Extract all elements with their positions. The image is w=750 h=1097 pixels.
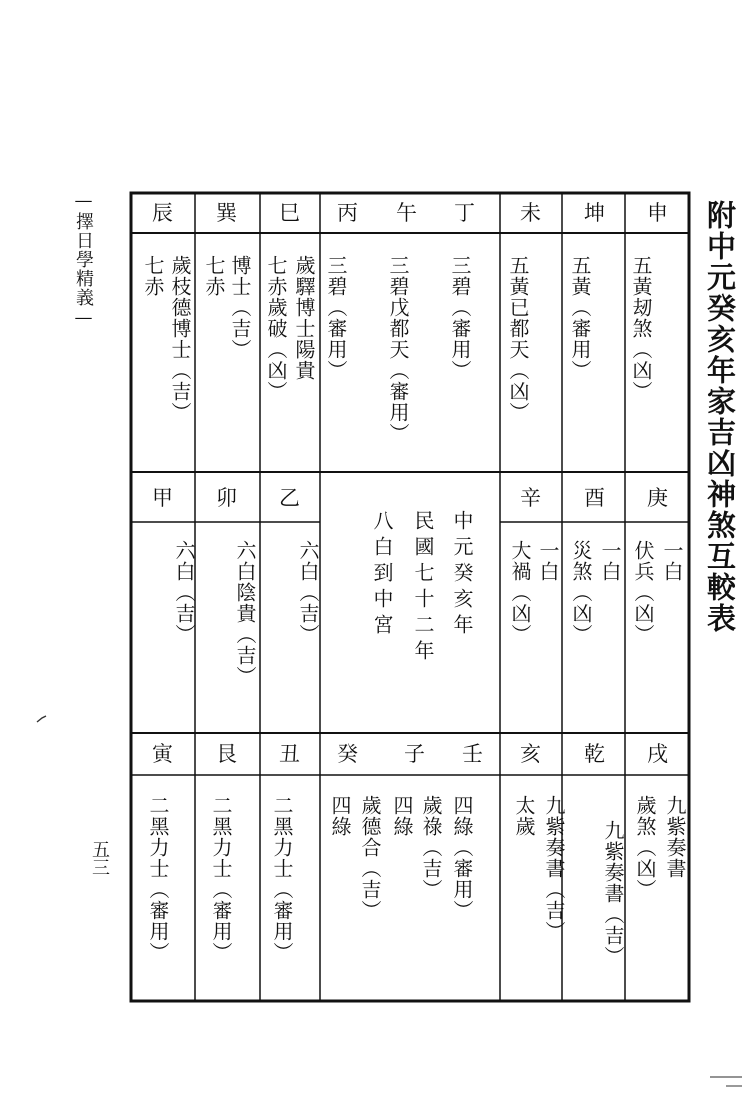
cell-geng-line-1: 一白 (660, 540, 684, 582)
page-title: 附中元癸亥年家吉凶神煞互較表 (703, 200, 737, 634)
center-line-3: 八白到中宮 (370, 510, 394, 640)
cell-xun-line-2: 七赤 (202, 255, 226, 297)
header-yi: 乙 (279, 486, 300, 510)
cell-yi-line-1: 六白（吉） (296, 540, 320, 645)
cell-bing-line-1: 三碧（審用） (324, 255, 348, 381)
cell-kun-line-1: 五黃（審用） (568, 255, 592, 381)
header-hai: 亥 (520, 742, 541, 766)
cell-zi-line-1: 歲祿（吉） (419, 795, 443, 900)
header-qian: 乾 (584, 742, 605, 766)
header-xun: 巽 (216, 201, 237, 225)
center-line-1: 中元癸亥年 (450, 510, 474, 640)
running-head: —擇日學精義— (73, 190, 94, 329)
header-zi: 子 (404, 742, 425, 766)
cell-ren-line-1: 四綠（審用） (450, 795, 474, 921)
center-line-2: 民國七十二年 (411, 510, 435, 666)
cell-geng-line-2: 伏兵（凶） (631, 540, 655, 645)
cell-hai-line-1: 九紫奏書（吉） (542, 795, 566, 942)
cell-jia-line-1: 六白（吉） (172, 540, 196, 645)
header-mao: 卯 (216, 486, 237, 510)
header-xu: 戌 (647, 742, 668, 766)
cell-xun-line-1: 博士（吉） (228, 255, 252, 360)
cell-chou-line-1: 二黑力士（審用） (270, 795, 294, 963)
header-you: 酉 (584, 486, 605, 510)
cell-wu-line-1: 三碧戊都天（審用） (386, 255, 410, 444)
header-wei: 未 (520, 201, 541, 225)
cell-xin-line-1: 一白 (536, 540, 560, 582)
cell-wei-line-1: 五黃已都天（凶） (506, 255, 530, 423)
header-jia: 甲 (152, 486, 173, 510)
cell-gen-line-1: 二黑力士（審用） (209, 795, 233, 963)
cell-gui-line-2: 四綠 (328, 795, 352, 837)
header-wu: 午 (396, 201, 417, 225)
cell-gui-line-1: 歲德合（吉） (358, 795, 382, 921)
header-ding: 丁 (454, 201, 475, 225)
cell-yin-line-1: 二黑力士（審用） (146, 795, 170, 963)
header-gui: 癸 (337, 742, 358, 766)
cell-ding-line-1: 三碧（審用） (448, 255, 472, 381)
ink-speck (35, 712, 49, 726)
header-geng: 庚 (647, 486, 668, 510)
header-gen: 艮 (216, 742, 237, 766)
header-xin: 辛 (520, 486, 541, 510)
cell-chen-line-2: 七赤 (141, 255, 165, 297)
header-ren: 壬 (462, 742, 483, 766)
cell-xin-line-2: 大禍（凶） (508, 540, 532, 645)
cell-qian-line-1: 九紫奏書（吉） (601, 820, 625, 967)
cell-si-line-1: 歲驛博士陽貴 (292, 255, 316, 381)
cell-xu-line-1: 九紫奏書 (663, 795, 687, 879)
cell-zi-line-2: 四綠 (390, 795, 414, 837)
edge-lines (706, 1074, 746, 1090)
cell-xu-line-2: 歲煞（凶） (633, 795, 657, 900)
cell-hai-line-2: 太歲 (512, 795, 536, 837)
header-chen: 辰 (152, 201, 173, 225)
cell-chen-line-1: 歲枝德博士（吉） (168, 255, 192, 423)
header-kun: 坤 (584, 201, 605, 225)
cell-si-line-2: 七赤歲破（凶） (264, 255, 288, 402)
header-shen: 申 (647, 201, 668, 225)
cell-you-line-2: 災煞（凶） (569, 540, 593, 645)
cell-mao-line-1: 六白陰貴（吉） (233, 540, 257, 687)
header-yin: 寅 (152, 742, 173, 766)
cell-shen-line-1: 五黃刼煞（凶） (629, 255, 653, 402)
cell-you-line-1: 一白 (598, 540, 622, 582)
header-chou: 丑 (279, 742, 300, 766)
page-number: 五三 (89, 840, 110, 876)
header-bing: 丙 (337, 201, 358, 225)
header-si: 巳 (279, 201, 300, 225)
